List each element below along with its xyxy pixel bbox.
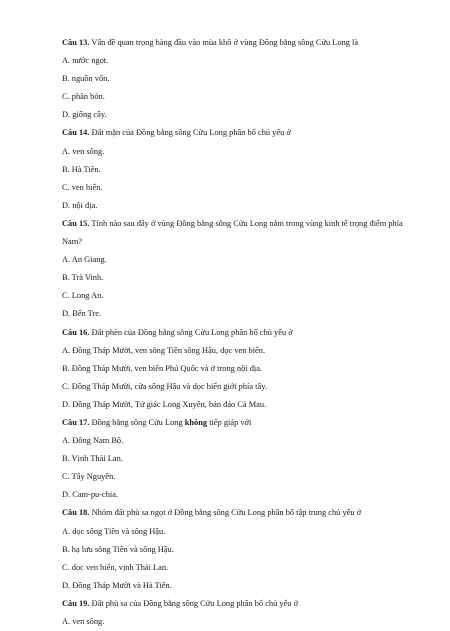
answer-option: D. Cam-pu-chia. [62,490,119,500]
answer-option: A. ven sông. [62,617,105,626]
answer-option: B. Hà Tiên. [62,164,101,174]
question-keyword: không [184,417,208,427]
answer-option: B. Đồng Tháp Mười, ven biển Phú Quốc và ở trong nội địa. [62,363,263,373]
question-text: Đất phù sa của Đồng bằng sông Cửu Long phân bố chủ yếu ở [89,598,299,608]
question-13 [62,34,422,52]
answer-option: D. Bến Tre. [62,309,102,319]
question-16 [62,324,422,342]
question-text: Nhóm đất phù sa ngọt ở Đồng bằng sông Cửu Long phân bố tập trung chủ yếu ở [89,508,362,518]
answer-option: A. nước ngọt. [62,56,109,66]
answer-option: D. giống cây. [62,110,107,120]
answer-option: C. dọc ven biển, vịnh Thái Lan. [62,562,169,572]
question-text: Vấn đề quan trọng hàng đầu vào mùa khô ở vùng Đồng bằng sông Cửu Long là [89,38,359,47]
answer-option: B. Vịnh Thái Lan. [62,454,123,464]
answer-option: A. Đông Nam Bộ. [62,436,124,446]
question-15 [62,215,422,251]
question-number: Câu 13. [62,38,90,47]
question-number: Câu 17. [62,417,90,427]
question-text: Tỉnh nào sau đây ở vùng Đồng bằng sông Cửu Long nằm trong vùng kinh tế trọng điểm phía Nam? [62,218,403,247]
answer-option: C. ven biển. [62,182,103,192]
answer-option: C. phân bón. [62,92,105,102]
question-number: Câu 16. [62,327,90,337]
question-19 [62,595,422,613]
question-number: Câu 15. [62,218,90,228]
question-number: Câu 14. [62,128,90,138]
question-list [62,34,422,631]
answer-option: D. nội địa. [62,200,98,210]
answer-option: B. Trà Vinh. [62,273,104,283]
question-number: Câu 18. [62,508,90,518]
answer-option: C. Tây Nguyên. [62,472,116,482]
question-number: Câu 19. [62,598,90,608]
answer-option: A. ven sông. [62,146,105,156]
question-text: Đồng bằng sông Cửu Long [89,417,185,427]
question-text: Đất mặn của Đồng bằng sông Cửu Long phân bố chủ yếu ở [89,128,291,138]
answer-option: B. nguồn vốn. [62,74,110,84]
question-18 [62,504,422,522]
question-text: Đất phèn của Đồng bằng sông Cửu Long phân bố chủ yếu ở [89,327,293,337]
answer-option: D. Đồng Tháp Mười và Hà Tiên. [62,580,172,590]
question-14 [62,124,422,142]
answer-option: A. Đồng Tháp Mười, ven sông Tiền sông Hậu, dọc ven biển. [62,345,266,355]
answer-option: C. Đồng Tháp Mười, cửa sông Hậu và dọc biển giới phía tây. [62,381,267,391]
answer-option: A. dọc sông Tiền và sông Hậu. [62,526,166,536]
answer-option: B. hạ lưu sông Tiền và sông Hậu. [62,544,174,554]
question-17 [62,414,422,432]
answer-option: D. Đồng Tháp Mười, Tứ giác Long Xuyên, bán đảo Cà Mau. [62,399,267,409]
answer-option: A. An Giang. [62,255,107,265]
question-text-end: tiếp giáp với [207,417,252,427]
answer-option: C. Long An. [62,291,104,301]
